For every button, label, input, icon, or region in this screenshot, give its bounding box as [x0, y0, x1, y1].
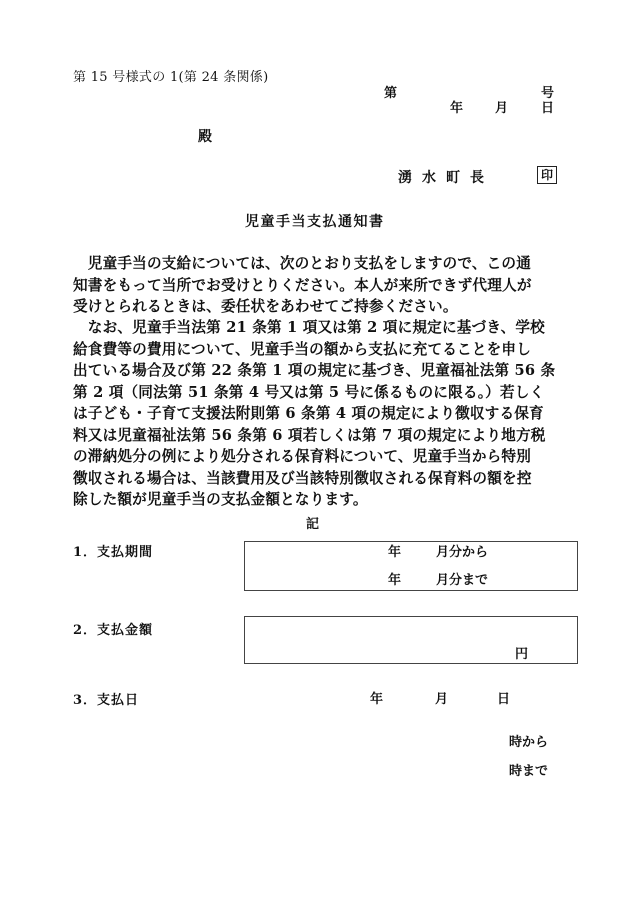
paragraph-line: の滞納処分の例により処分される保育料について、児童手当から特別: [73, 448, 532, 465]
document-number-prefix: 第: [384, 86, 398, 101]
amount-yen-unit: 円: [515, 647, 529, 662]
paragraph-line: 受けとられるときは、委任状をあわせてご持参ください。: [73, 298, 458, 315]
period-to-month: 月分まで: [436, 573, 489, 588]
notice-paragraph-2: [73, 317, 555, 511]
form-number: 第 15 号様式の 1(第 24 条関係): [73, 70, 269, 85]
paragraph-line: 第 2 項（同法第 51 条第 4 号又は第 5 号に係るものに限る。）若しく: [73, 383, 545, 401]
paragraph-line: 知書をもって当所でお受けとりください。本人が来所できず代理人が: [73, 276, 532, 294]
notice-paragraph-1: [73, 253, 532, 318]
document-title: 児童手当支払通知書: [245, 214, 385, 230]
paragraph-line: 児童手当の支給については、次のとおり支払をしますので、この通: [73, 255, 532, 272]
paragraph-line: 除した額が児童手当の支払金額となります。: [73, 491, 368, 508]
payment-time-to: 時まで: [509, 764, 549, 779]
seal-mark: 印: [537, 166, 557, 184]
paragraph-line: 出ている場合及び第 22 条第 1 項の規定に基づき、児童福祉法第 56 条: [73, 362, 556, 379]
ki-heading: 記: [306, 517, 320, 532]
issue-date-day: 日: [541, 101, 555, 116]
payment-date-month: 月: [435, 692, 449, 707]
paragraph-line: は子ども・子育て支援法附則第 6 条第 4 項の規定により徴収する保育: [73, 405, 544, 422]
payment-date-year: 年: [370, 692, 384, 707]
paragraph-line: 徴収される場合は、当該費用及び当該特別徴収される保育料の額を控: [73, 469, 532, 487]
paragraph-line: 給食費等の費用について、児童手当の額から支払に充てることを申し: [73, 340, 532, 358]
payment-time-from: 時から: [509, 735, 549, 750]
paragraph-line: 料又は児童福祉法第 56 条第 6 項若しくは第 7 項の規定により地方税: [73, 426, 546, 444]
paragraph-line: なお、児童手当法第 21 条第 1 項又は第 2 項に規定に基づき、学校: [73, 319, 545, 336]
payment-date-day: 日: [497, 692, 511, 707]
issue-date-month: 月: [495, 101, 509, 116]
document-number-suffix: 号: [541, 86, 555, 101]
payment-period-label: 1．支払期間: [73, 545, 154, 560]
period-from-month: 月分から: [436, 545, 489, 560]
issuer-name: 湧水町長: [398, 170, 494, 186]
payment-date-label: 3．支払日: [73, 693, 140, 708]
payment-period-box[interactable]: [244, 541, 578, 591]
addressee-honorific: 殿: [198, 129, 212, 145]
period-from-year: 年: [388, 545, 402, 560]
period-to-year: 年: [388, 573, 402, 588]
issue-date-year: 年: [450, 101, 464, 116]
payment-amount-label: 2．支払金額: [73, 623, 154, 638]
